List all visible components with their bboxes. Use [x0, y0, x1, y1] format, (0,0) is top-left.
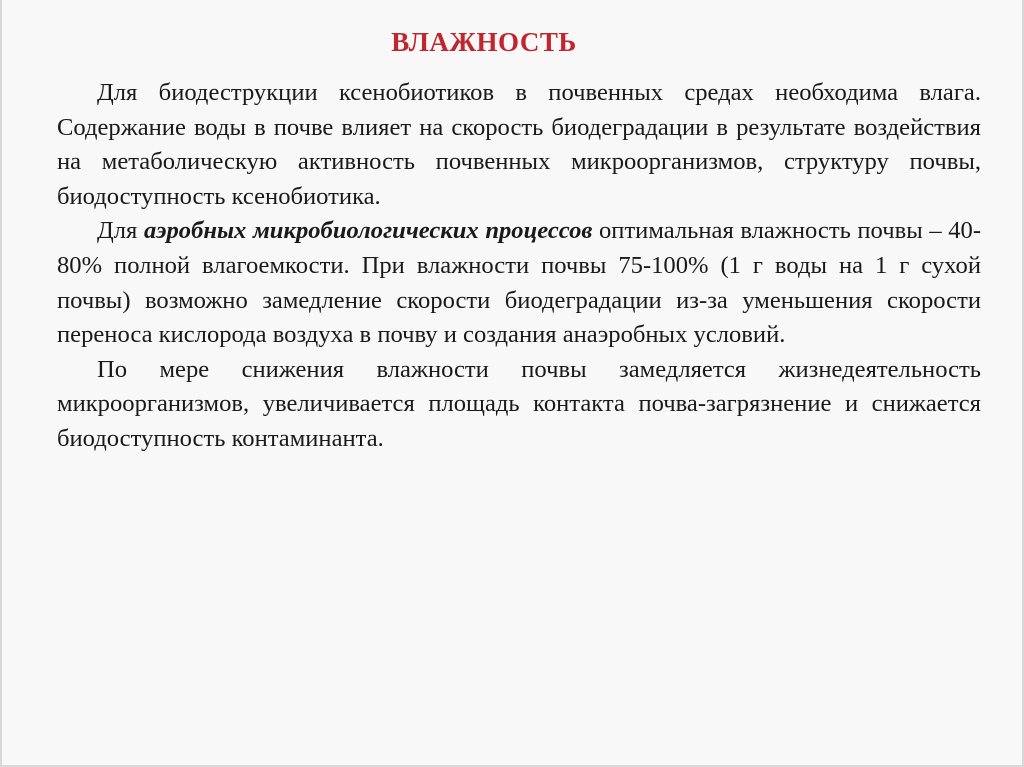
slide-border-left	[0, 0, 2, 767]
slide-title: ВЛАЖНОСТЬ	[391, 27, 577, 57]
paragraph-2-lead: Для	[97, 217, 144, 245]
paragraph-2-rest: оптимальная влажность почвы – 40-80% полной влагоемкости. При влажности почвы 75-100% (1 г воды на 1 г сухой почвы) возможно замедление скорости биодеградации из-за уменьшения скорости переноса кислорода воздуха в почву и создания анаэробных условий.	[57, 217, 982, 349]
paragraph-2	[57, 214, 981, 352]
slide-body	[57, 76, 981, 457]
paragraph-1: Для биодеструкции ксенобиотиков в почвенных средах необходима влага. Содержание воды в почве влияет на скорость биодеградации в результате воздействия на метаболическую активность почвенных микроорганизмов, структуру почвы, биодоступность ксенобиотика.	[57, 79, 981, 210]
paragraph-3: По мере снижения влажности почвы замедляется жизнедеятельность микроорганизмов, увеличивается площадь контакта почва-загрязнение и снижается биодоступность контаминанта.	[57, 355, 981, 452]
paragraph-2-emphasis: аэробных микробиологических процессов	[143, 217, 593, 245]
